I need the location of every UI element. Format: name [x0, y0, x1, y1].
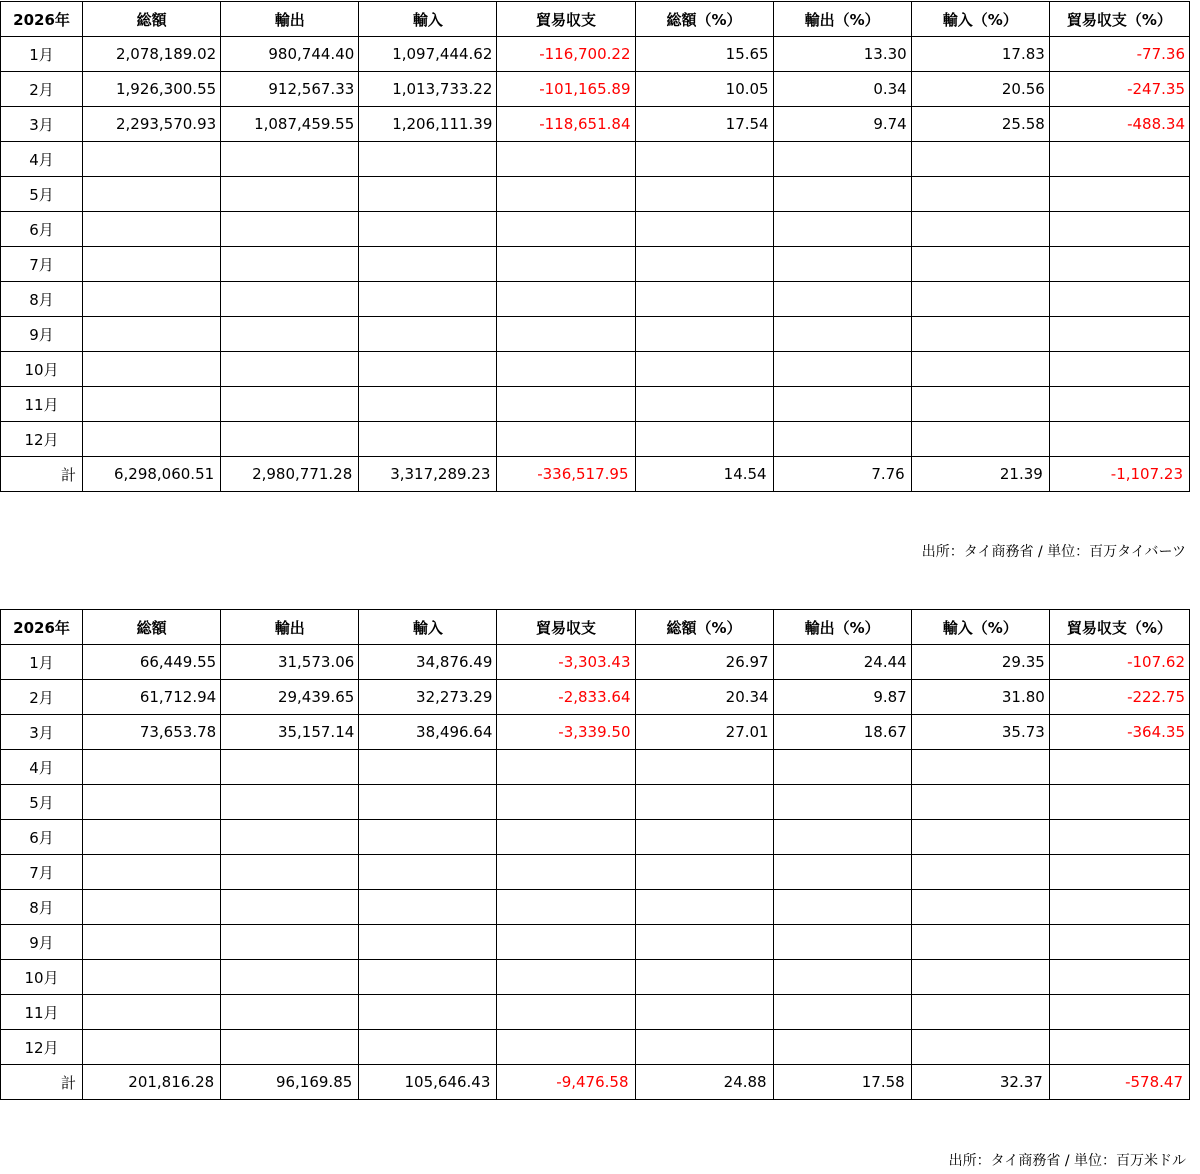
table-cell: [773, 282, 911, 317]
table-row: [1, 212, 1190, 247]
table-cell: [83, 142, 221, 177]
column-header: 貿易収支（%）: [1049, 2, 1189, 37]
table-cell: [497, 785, 635, 820]
table-cell: [911, 960, 1049, 995]
table-cell: [911, 890, 1049, 925]
table-cell: [635, 387, 773, 422]
table-cell: [83, 177, 221, 212]
table-cell: [635, 960, 773, 995]
table-cell: [773, 960, 911, 995]
table-row: [1, 960, 1190, 995]
table-cell: -578.47: [1049, 1065, 1189, 1100]
table-row: [1, 142, 1190, 177]
table-cell: 25.58: [911, 107, 1049, 142]
table-cell: [773, 925, 911, 960]
table-cell: [1049, 352, 1189, 387]
table-cell: [83, 352, 221, 387]
table-cell: [359, 422, 497, 457]
column-header: 総額（%）: [635, 2, 773, 37]
month-label: 3月: [1, 107, 83, 142]
month-label: 10月: [1, 352, 83, 387]
table-cell: [83, 960, 221, 995]
table-cell: [911, 785, 1049, 820]
table-cell: -118,651.84: [497, 107, 635, 142]
header-row: [1, 2, 1190, 37]
table-cell: [773, 820, 911, 855]
table-cell: [497, 750, 635, 785]
table-cell: [497, 317, 635, 352]
table-cell: -107.62: [1049, 645, 1189, 680]
table-body: [1, 37, 1190, 492]
table-row: [1, 1030, 1190, 1065]
table-header: [1, 610, 1190, 645]
table-cell: 29.35: [911, 645, 1049, 680]
table-cell: [359, 855, 497, 890]
table-row: [1, 317, 1190, 352]
table-cell: [359, 177, 497, 212]
table-cell: [83, 785, 221, 820]
table-cell: [359, 995, 497, 1030]
column-header: 総額（%）: [635, 610, 773, 645]
column-header: 輸出: [221, 2, 359, 37]
table-row: [1, 750, 1190, 785]
month-label: 11月: [1, 387, 83, 422]
table-cell: [635, 422, 773, 457]
table-cell: -116,700.22: [497, 37, 635, 72]
table-row: [1, 680, 1190, 715]
table-cell: [221, 387, 359, 422]
table-cell: 32.37: [911, 1065, 1049, 1100]
table-cell: [221, 960, 359, 995]
table-cell: [359, 212, 497, 247]
table-cell: [221, 925, 359, 960]
table-cell: [1049, 820, 1189, 855]
table-cell: [221, 422, 359, 457]
column-header: 輸出: [221, 610, 359, 645]
column-header: 輸入: [359, 610, 497, 645]
table-cell: [83, 422, 221, 457]
month-label: 6月: [1, 820, 83, 855]
table-cell: [83, 855, 221, 890]
month-label: 12月: [1, 422, 83, 457]
table-cell: [221, 995, 359, 1030]
column-header: 輸入: [359, 2, 497, 37]
table-cell: [359, 352, 497, 387]
table-cell: [911, 750, 1049, 785]
table-cell: [497, 995, 635, 1030]
table-body: [1, 645, 1190, 1100]
table-row: [1, 247, 1190, 282]
table-cell: [635, 785, 773, 820]
total-label: 計: [1, 457, 83, 492]
table-cell: 21.39: [911, 457, 1049, 492]
table-cell: -3,339.50: [497, 715, 635, 750]
table-cell: [359, 925, 497, 960]
column-header: 貿易収支: [497, 2, 635, 37]
table-cell: [773, 317, 911, 352]
table-cell: [1049, 317, 1189, 352]
month-label: 4月: [1, 142, 83, 177]
table-cell: [1049, 925, 1189, 960]
month-label: 12月: [1, 1030, 83, 1065]
table-cell: -247.35: [1049, 72, 1189, 107]
table-cell: [1049, 750, 1189, 785]
table-cell: [773, 352, 911, 387]
column-header: 輸入（%）: [911, 2, 1049, 37]
table-cell: 7.76: [773, 457, 911, 492]
month-label: 2月: [1, 680, 83, 715]
table-cell: [359, 890, 497, 925]
table-cell: [1049, 855, 1189, 890]
table-row: [1, 387, 1190, 422]
table-cell: 2,078,189.02: [83, 37, 221, 72]
table-cell: 24.44: [773, 645, 911, 680]
table-cell: [83, 890, 221, 925]
table-row: [1, 72, 1190, 107]
table-cell: [497, 142, 635, 177]
table-cell: 17.83: [911, 37, 1049, 72]
table-cell: [359, 750, 497, 785]
table-cell: -77.36: [1049, 37, 1189, 72]
table-cell: [221, 890, 359, 925]
table-cell: [83, 212, 221, 247]
table-cell: [773, 247, 911, 282]
table-cell: [911, 995, 1049, 1030]
table-cell: [773, 750, 911, 785]
table-cell: [83, 1030, 221, 1065]
table-cell: 10.05: [635, 72, 773, 107]
month-label: 9月: [1, 925, 83, 960]
total-label: 計: [1, 1065, 83, 1100]
table-cell: -2,833.64: [497, 680, 635, 715]
table-cell: 0.34: [773, 72, 911, 107]
month-label: 8月: [1, 282, 83, 317]
trade-table-usd: [0, 609, 1190, 1100]
source-note: 出所：タイ商務省 / 単位：百万米ドル: [948, 1153, 1186, 1169]
month-label: 5月: [1, 785, 83, 820]
table-cell: [911, 142, 1049, 177]
table-cell: [635, 142, 773, 177]
table-cell: [497, 1030, 635, 1065]
table-cell: [773, 387, 911, 422]
month-label: 1月: [1, 37, 83, 72]
table-cell: [497, 387, 635, 422]
table-cell: [83, 247, 221, 282]
table-cell: 34,876.49: [359, 645, 497, 680]
table-cell: [221, 750, 359, 785]
table-cell: [911, 925, 1049, 960]
table-cell: [221, 820, 359, 855]
table-cell: [221, 247, 359, 282]
column-header: 総額: [83, 2, 221, 37]
table-cell: 13.30: [773, 37, 911, 72]
table-cell: -488.34: [1049, 107, 1189, 142]
table-cell: 980,744.40: [221, 37, 359, 72]
table-cell: -1,107.23: [1049, 457, 1189, 492]
table-cell: -336,517.95: [497, 457, 635, 492]
table-cell: 1,206,111.39: [359, 107, 497, 142]
table-cell: 31.80: [911, 680, 1049, 715]
month-label: 6月: [1, 212, 83, 247]
table-cell: 2,293,570.93: [83, 107, 221, 142]
table-cell: [773, 995, 911, 1030]
table-cell: [497, 352, 635, 387]
table-cell: 27.01: [635, 715, 773, 750]
table-row: [1, 785, 1190, 820]
table-cell: [221, 317, 359, 352]
table-cell: [635, 352, 773, 387]
table-cell: [1049, 177, 1189, 212]
table-cell: [497, 855, 635, 890]
table-cell: [773, 212, 911, 247]
table-cell: [497, 212, 635, 247]
column-header: 2026年: [1, 610, 83, 645]
month-label: 2月: [1, 72, 83, 107]
column-header: 2026年: [1, 2, 83, 37]
table-row: [1, 422, 1190, 457]
table-cell: [359, 820, 497, 855]
table-cell: [635, 890, 773, 925]
column-header: 総額: [83, 610, 221, 645]
table-cell: 105,646.43: [359, 1065, 497, 1100]
table-cell: [83, 750, 221, 785]
table-cell: -3,303.43: [497, 645, 635, 680]
table-cell: [911, 317, 1049, 352]
table-cell: 3,317,289.23: [359, 457, 497, 492]
table-cell: 38,496.64: [359, 715, 497, 750]
table-cell: [773, 422, 911, 457]
table-cell: [83, 387, 221, 422]
table-cell: [83, 925, 221, 960]
month-label: 3月: [1, 715, 83, 750]
table-cell: 912,567.33: [221, 72, 359, 107]
table-row: [1, 715, 1190, 750]
table-cell: [635, 317, 773, 352]
table-cell: [635, 212, 773, 247]
month-label: 4月: [1, 750, 83, 785]
table-cell: [1049, 960, 1189, 995]
table-cell: 31,573.06: [221, 645, 359, 680]
table-cell: [497, 925, 635, 960]
table-cell: 17.58: [773, 1065, 911, 1100]
table-cell: [221, 785, 359, 820]
table-cell: [359, 1030, 497, 1065]
table-cell: [911, 422, 1049, 457]
table-cell: 9.74: [773, 107, 911, 142]
table-cell: 1,087,459.55: [221, 107, 359, 142]
table-cell: 17.54: [635, 107, 773, 142]
table-row: [1, 107, 1190, 142]
table-cell: [1049, 212, 1189, 247]
table-cell: [359, 142, 497, 177]
table-cell: 2,980,771.28: [221, 457, 359, 492]
table-cell: [1049, 247, 1189, 282]
total-row: [1, 1065, 1190, 1100]
table-cell: [635, 925, 773, 960]
table-cell: [773, 1030, 911, 1065]
table-row: [1, 352, 1190, 387]
table-cell: [911, 387, 1049, 422]
table-cell: [497, 247, 635, 282]
table-cell: [359, 387, 497, 422]
table-cell: [221, 352, 359, 387]
table-cell: [635, 750, 773, 785]
table-cell: [773, 855, 911, 890]
column-header: 輸入（%）: [911, 610, 1049, 645]
table-cell: [635, 177, 773, 212]
table-cell: [1049, 785, 1189, 820]
column-header: 輸出（%）: [773, 610, 911, 645]
month-label: 1月: [1, 645, 83, 680]
table-cell: 20.34: [635, 680, 773, 715]
table-cell: [359, 785, 497, 820]
table-cell: [635, 282, 773, 317]
table-cell: [359, 282, 497, 317]
table-row: [1, 177, 1190, 212]
table-cell: 1,013,733.22: [359, 72, 497, 107]
table-cell: [635, 247, 773, 282]
table-cell: 29,439.65: [221, 680, 359, 715]
table-row: [1, 37, 1190, 72]
table-cell: [773, 890, 911, 925]
table-header: [1, 2, 1190, 37]
column-header: 輸出（%）: [773, 2, 911, 37]
total-row: [1, 457, 1190, 492]
month-label: 8月: [1, 890, 83, 925]
table-cell: [1049, 890, 1189, 925]
table-cell: 61,712.94: [83, 680, 221, 715]
month-label: 9月: [1, 317, 83, 352]
table-cell: -364.35: [1049, 715, 1189, 750]
table-row: [1, 995, 1190, 1030]
table-cell: [83, 317, 221, 352]
table-cell: 6,298,060.51: [83, 457, 221, 492]
table-cell: [911, 247, 1049, 282]
table-cell: 35,157.14: [221, 715, 359, 750]
column-header: 貿易収支（%）: [1049, 610, 1189, 645]
table-cell: [221, 855, 359, 890]
table-cell: [1049, 282, 1189, 317]
table-cell: [911, 820, 1049, 855]
table-cell: [497, 890, 635, 925]
table-cell: [359, 247, 497, 282]
table-cell: 96,169.85: [221, 1065, 359, 1100]
table-cell: [83, 995, 221, 1030]
table-cell: [497, 282, 635, 317]
table-cell: [359, 960, 497, 995]
table-cell: 73,653.78: [83, 715, 221, 750]
table-cell: [773, 142, 911, 177]
table-cell: [635, 820, 773, 855]
table-cell: [221, 1030, 359, 1065]
table-cell: [497, 960, 635, 995]
month-label: 7月: [1, 247, 83, 282]
table-row: [1, 855, 1190, 890]
table-cell: [1049, 1030, 1189, 1065]
table-cell: -101,165.89: [497, 72, 635, 107]
month-label: 7月: [1, 855, 83, 890]
table-cell: [773, 177, 911, 212]
table-cell: [83, 820, 221, 855]
month-label: 5月: [1, 177, 83, 212]
table-row: [1, 925, 1190, 960]
table-cell: [497, 422, 635, 457]
table-cell: [635, 855, 773, 890]
table-cell: 15.65: [635, 37, 773, 72]
table-cell: [497, 820, 635, 855]
table-cell: 66,449.55: [83, 645, 221, 680]
table-cell: [911, 177, 1049, 212]
source-note: 出所：タイ商務省 / 単位：百万タイバーツ: [921, 544, 1186, 560]
table-cell: [221, 142, 359, 177]
table-cell: [221, 212, 359, 247]
table-cell: [497, 177, 635, 212]
table-cell: [635, 1030, 773, 1065]
table-cell: [221, 282, 359, 317]
table-cell: [773, 785, 911, 820]
table-cell: [911, 282, 1049, 317]
table-cell: [1049, 995, 1189, 1030]
table-cell: -9,476.58: [497, 1065, 635, 1100]
column-header: 貿易収支: [497, 610, 635, 645]
table-row: [1, 820, 1190, 855]
table-cell: 26.97: [635, 645, 773, 680]
table-cell: [1049, 387, 1189, 422]
month-label: 10月: [1, 960, 83, 995]
month-label: 11月: [1, 995, 83, 1030]
table-cell: 20.56: [911, 72, 1049, 107]
table-cell: 1,097,444.62: [359, 37, 497, 72]
table-cell: [635, 995, 773, 1030]
table-cell: 32,273.29: [359, 680, 497, 715]
table-cell: 18.67: [773, 715, 911, 750]
table-row: [1, 645, 1190, 680]
table-cell: [221, 177, 359, 212]
table-cell: [83, 282, 221, 317]
table-cell: [911, 352, 1049, 387]
table-cell: [911, 212, 1049, 247]
table-cell: 14.54: [635, 457, 773, 492]
table-cell: -222.75: [1049, 680, 1189, 715]
header-row: [1, 610, 1190, 645]
table-cell: [1049, 422, 1189, 457]
table-cell: [359, 317, 497, 352]
trade-table-baht: [0, 1, 1190, 492]
table-cell: 201,816.28: [83, 1065, 221, 1100]
table-row: [1, 282, 1190, 317]
table-cell: [911, 855, 1049, 890]
table-cell: [911, 1030, 1049, 1065]
table-cell: 35.73: [911, 715, 1049, 750]
table-cell: 1,926,300.55: [83, 72, 221, 107]
table-row: [1, 890, 1190, 925]
table-cell: [1049, 142, 1189, 177]
table-cell: 24.88: [635, 1065, 773, 1100]
table-cell: 9.87: [773, 680, 911, 715]
